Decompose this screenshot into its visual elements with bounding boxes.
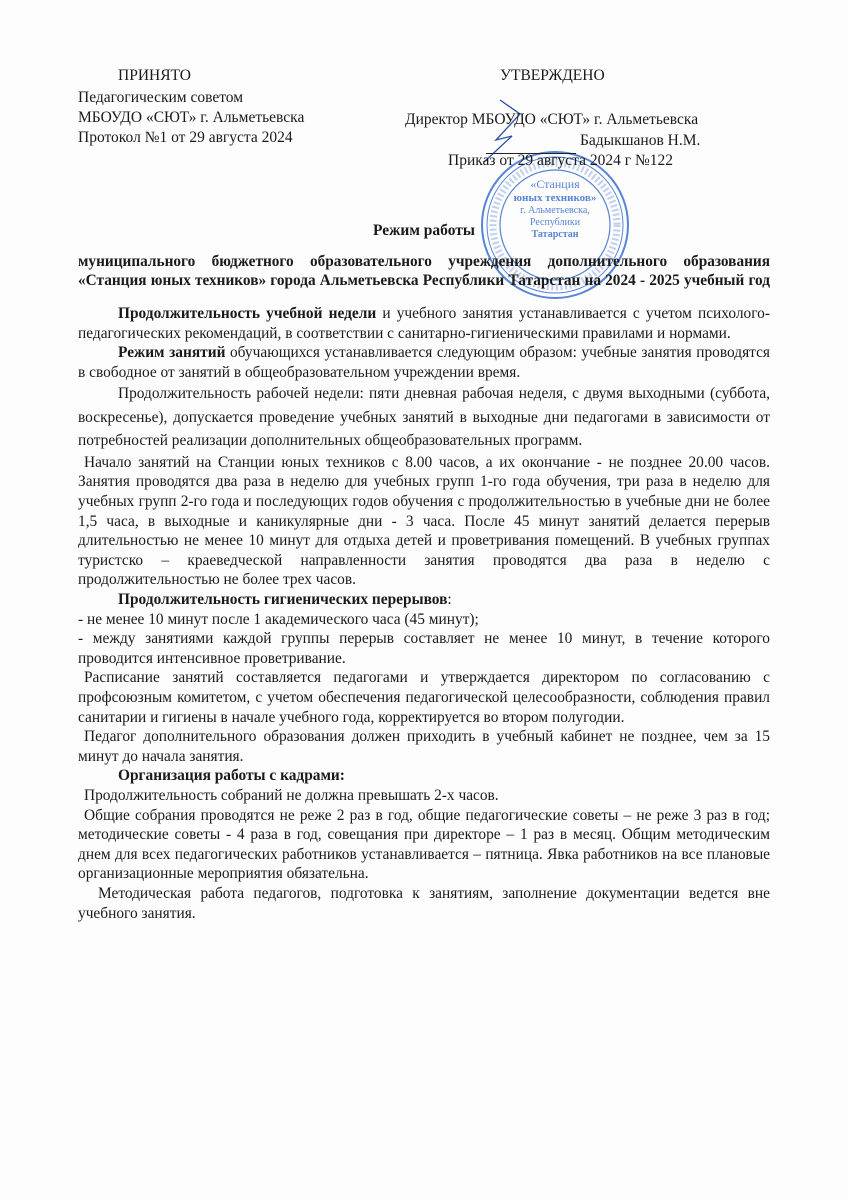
paragraph: Начало занятий на Станции юных техников с 8.00 часов, а их окончание - не позднее 20.00 часов. Занятия проводятся два раза в неделю для учебных групп 1-го года обучения, три раза в неделю для учебных групп 2-го года и последующих годов обучения с продолжительностью в учебные дни не более 1,5 часа, в выходные и каникулярные дни - 3 часа. После 45 минут занятий делается перерыв длительностью не менее 10 минут для отдыха детей и проветривания помещений. В учебных группах туристско – краеведческой направленности занятия проводятся два раза в неделю с продолжительностью не более трех часов. [78,453,770,589]
paragraph: Общие собрания проводятся не реже 2 раз в год, общие педагогические советы – не реже 3 раз в год; методические советы - 4 раза в год, совещания при директоре – 1 раз в месяц. Общим методическим днем для всех педагогических работников устанавливается – пятница. Явка работников на все плановые организационные мероприятия обязательна. [78,806,770,883]
accepted-line: Протокол №1 от 29 августа 2024 [78,129,293,146]
stamp-text: «Станция [530,177,580,191]
stamp-text: юных техников» [513,192,597,204]
document-subtitle [78,252,770,290]
paragraph: Педагог дополнительного образования должен приходить в учебный кабинет не позднее, чем за 15 минут до начала занятия. [78,728,770,765]
document-body [78,304,770,923]
paragraph: Режим занятий обучающихся устанавливается следующим образом: учебные занятия проводятся в свободное от занятий в общеобразовательном учреждении время. [78,344,770,381]
accepted-line: Педагогическим советом [78,89,244,106]
paragraph: Продолжительность учебной недели и учебного занятия устанавливается с учетом психолого-педагогических рекомендаций, в соответствии с санитарно-гигиеническими правилами и нормами. [78,305,770,342]
paragraph: Методическая работа педагогов, подготовка к занятиям, заполнение документации ведется вне учебного занятия. [78,884,770,922]
approved-order: Приказ от 29 августа 2024 г №122 [448,152,674,169]
approved-heading: УТВЕРЖДЕНО [500,67,605,84]
approved-signatory: Бадыкшанов Н.М. [580,132,701,149]
paragraph: Продолжительность собраний не должна превышать 2-х часов. [84,786,499,804]
section-heading: Организация работы с кадрами: [118,767,345,785]
paragraph: Продолжительность рабочей недели: пяти дневная рабочая неделя, с двумя выходными (суббота, воскресенье), допускается проведение учебных занятий в выходные дни педагогами в зависимости от потребностей реализации дополнительных общеобразовательных программ. [78,385,770,450]
stamp-text: Татарстан [531,229,579,240]
list-item: - между занятиями каждой группы перерыв составляет не менее 10 минут, в течение которого проводится интенсивное проветривание. [78,630,770,667]
subtitle-line: муниципального бюджетного образовательного учреждения дополнительного образования [78,253,770,270]
stamp-text: Республики [529,217,581,228]
subtitle-line: «Станция юных техников» города Альметьевска Республики Татарстан на 2024 - 2025 учебный год [78,272,770,289]
stamp-text: г. Альметьевска, [520,205,590,216]
document-title: Режим работы [373,222,475,239]
accepted-heading: ПРИНЯТО [118,67,191,84]
approved-director: Директор МБОУДО «СЮТ» г. Альметьевска [405,111,699,128]
paragraph: Расписание занятий составляется педагогами и утверждается директором по согласованию с профсоюзным комитетом, с учетом обеспечения педагогической целесообразности, соблюдения правил санитарии и гигиены в начале учебного года, корректируется во втором полугодии. [78,669,770,726]
accepted-line: МБОУДО «СЮТ» г. Альметьевска [78,109,305,126]
paragraph: Продолжительность гигиенических перерывов: [118,591,452,609]
list-item: - не менее 10 минут после 1 академического часа (45 минут); [78,610,479,628]
